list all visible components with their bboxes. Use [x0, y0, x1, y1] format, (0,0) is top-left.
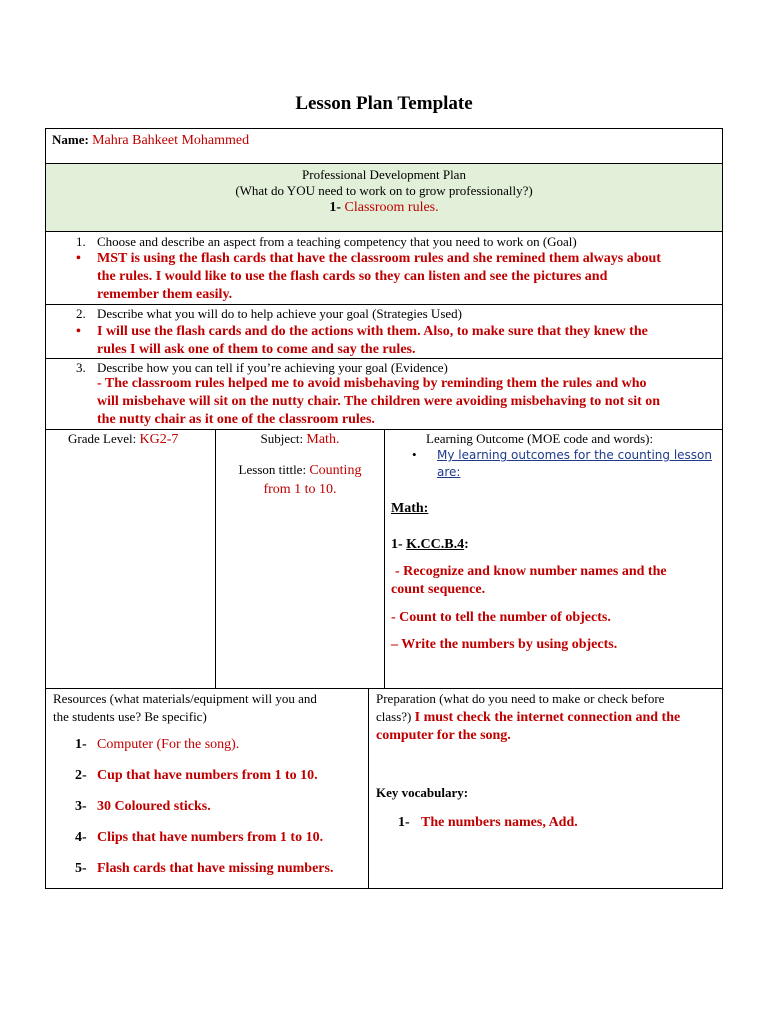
outcome-item: [391, 563, 667, 599]
evidence-answer-line: - The classroom rules helped me to avoid misbehaving by reminding them the rules and who: [97, 376, 647, 391]
resource-item-num: 1-: [75, 737, 87, 752]
resources-prompt-line: the students use? Be specific): [53, 709, 207, 724]
outcome-item-line: - Recognize and know number names and the: [395, 564, 667, 579]
outcome-item: - Count to tell the number of objects.: [391, 610, 611, 625]
goal-answer-line: remember them easily.: [97, 287, 233, 302]
evidence-prompt: Describe how you can tell if you’re achieving your goal (Evidence): [97, 360, 448, 375]
resource-item: [75, 798, 211, 816]
name-value: Mahra Bahkeet Mohammed: [92, 133, 250, 148]
evidence-answer-line: will misbehave will sit on the nutty chair. The children were avoiding misbehaving to not sit on: [97, 394, 661, 409]
strategies-answer-line: • I will use the flash cards and do the actions with them. Also, to make sure that they knew the: [97, 323, 717, 341]
goal-prompt: Choose and describe an aspect from a teaching competency that you need to work on (Goal): [97, 234, 577, 249]
pdp-item: [45, 199, 723, 217]
outcome-code-value: K.CC.B.4: [406, 537, 465, 552]
pdp-item-text: Classroom rules.: [344, 200, 439, 215]
strategies-number: 2.: [76, 306, 86, 321]
resource-item-num: 4-: [75, 830, 87, 845]
divider: [368, 688, 369, 889]
divider: [384, 429, 385, 689]
resources-prompt-line: Resources (what materials/equipment will you and: [53, 691, 317, 706]
pdp-subheading: (What do YOU need to work on to grow professionally?): [235, 183, 533, 198]
resource-item-num: 2-: [75, 768, 87, 783]
resource-item: [75, 767, 318, 785]
resource-item-text: 30 Coloured sticks.: [97, 799, 211, 814]
evidence-number: 3.: [76, 360, 86, 375]
resource-item-text: Clips that have numbers from 1 to 10.: [97, 830, 324, 845]
goal-number: 1.: [76, 234, 86, 249]
divider: [45, 231, 723, 232]
resources-prompt: [53, 690, 317, 726]
outcome-code-num: 1-: [391, 537, 403, 552]
outcome-subject: Math:: [391, 501, 429, 516]
goal-answer-line: • MST is using the flash cards that have the classroom rules and she remined them always about: [97, 250, 717, 268]
strategies-prompt: Describe what you will do to help achieve your goal (Strategies Used): [97, 306, 462, 321]
resource-item: [75, 736, 239, 754]
outcome-bullet: •: [412, 447, 417, 462]
grade-level-label: Grade Level:: [68, 431, 137, 446]
strategies-answer-line: rules I will ask one of them to come and say the rules.: [97, 342, 416, 357]
outcome-code: [391, 536, 469, 554]
outcome-item: – Write the numbers by using objects.: [391, 637, 618, 652]
strategies-answer: [97, 323, 717, 359]
lesson-title: [216, 461, 384, 499]
resource-item: [75, 860, 333, 878]
evidence-answer-line: the nutty chair as it one of the classroom rules.: [97, 412, 375, 427]
preparation-answer: computer for the song.: [376, 728, 511, 743]
goal-answer: [97, 250, 717, 304]
outcome-item-line: count sequence.: [391, 582, 486, 597]
grade-level-value: KG2-7: [139, 432, 179, 447]
pdp-item-num: 1-: [329, 200, 342, 215]
outcome-intro-line: My learning outcomes for the counting lesson: [437, 448, 712, 462]
lesson-title-label: Lesson tittle:: [238, 462, 307, 477]
outcome-code-colon: :: [464, 537, 469, 552]
key-vocabulary-label: Key vocabulary:: [376, 785, 469, 800]
key-vocabulary-text: The numbers names, Add.: [421, 815, 578, 830]
preparation-prompt-line: Preparation (what do you need to make or check before: [376, 691, 665, 706]
outcome-intro: [437, 447, 712, 481]
preparation-prompt: [376, 690, 718, 745]
resource-item-text: Cup that have numbers from 1 to 10.: [97, 768, 318, 783]
lesson-title-value: from 1 to 10.: [263, 482, 337, 497]
subject-value: Math.: [306, 432, 340, 447]
grade-level: [68, 430, 178, 449]
goal-answer-line: the rules. I would like to use the flash cards so they can listen and see the pictures and: [97, 269, 608, 284]
resource-item-num: 3-: [75, 799, 87, 814]
preparation-answer: I must check the internet connection and the: [414, 710, 681, 725]
page-title: Lesson Plan Template: [295, 93, 473, 114]
subject-label: Subject:: [260, 431, 304, 446]
evidence-answer: [97, 375, 717, 429]
outcome-intro-line: are:: [437, 465, 461, 479]
resource-item: [75, 829, 323, 847]
resource-item-text: Flash cards that have missing numbers.: [97, 861, 334, 876]
name-label: Name:: [52, 132, 89, 147]
outcome-heading: Learning Outcome (MOE code and words):: [426, 431, 654, 446]
resource-item-text: Computer (For the song).: [97, 737, 240, 752]
lesson-title-value: Counting: [309, 463, 362, 478]
preparation-prompt-line: class?): [376, 709, 412, 724]
subject: [216, 430, 384, 449]
key-vocabulary-num: 1-: [398, 815, 410, 830]
name-row: [52, 131, 249, 150]
resource-item-num: 5-: [75, 861, 87, 876]
pdp-heading: Professional Development Plan: [302, 167, 466, 182]
key-vocabulary-item: [398, 814, 578, 832]
